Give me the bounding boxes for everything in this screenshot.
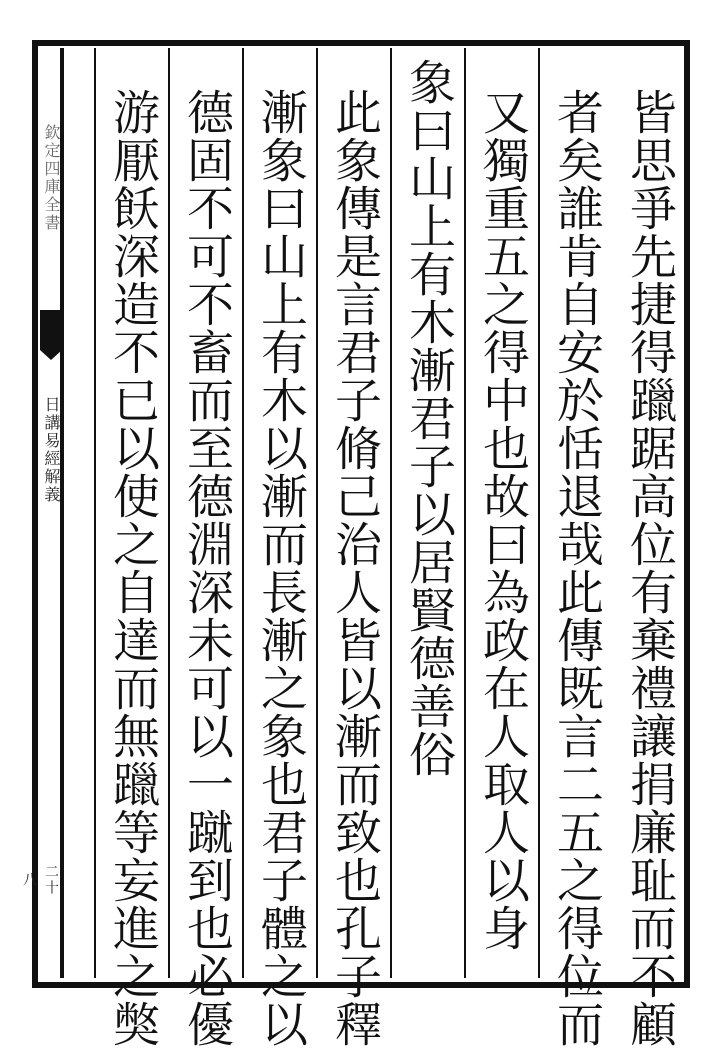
text-column-3 xyxy=(464,48,538,978)
text-column-4 xyxy=(390,48,464,978)
column-gutter xyxy=(62,48,94,978)
text-column-6 xyxy=(242,48,316,1048)
margin-book-title: 日講易經解義 xyxy=(42,396,61,504)
page-number: 二十八 xyxy=(21,864,59,896)
margin-collection-title: 欽定四庫全書 xyxy=(42,124,61,232)
text-column-8 xyxy=(94,48,168,1048)
fishtail-mark xyxy=(40,310,62,350)
text-column-5 xyxy=(316,48,390,1048)
column-text-heading: 象曰山上有木漸君子以居賢德善俗 xyxy=(401,58,456,778)
column-text: 又獨重五之得中也故曰為政在人取人以身 xyxy=(475,88,530,952)
column-text: 皆思爭先捷得躐踞高位有棄禮讓捐廉耻而不顧 xyxy=(622,88,677,1048)
column-text: 此象傳是言君子脩己治人皆以漸而致也孔子釋 xyxy=(327,88,382,1048)
column-text: 游厭飫深造不已以使之自達而無躐等妄進之獘 xyxy=(105,88,160,1048)
text-column-2 xyxy=(538,48,612,1048)
text-column-7 xyxy=(168,48,242,1048)
column-text: 漸象曰山上有木以漸而長漸之象也君子體之以 xyxy=(253,88,308,1048)
column-text: 者矣誰肯自安於恬退哉此傳既言二五之得位而 xyxy=(549,88,604,1048)
column-text: 德固不可不畜而至德淵深未可以一蹴到也必優 xyxy=(179,88,234,1048)
text-column-1 xyxy=(612,48,686,1048)
